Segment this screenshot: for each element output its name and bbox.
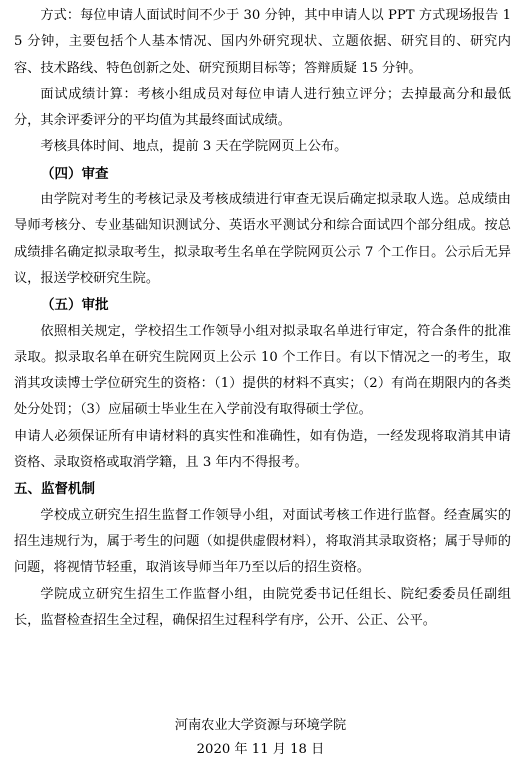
section-heading-approval: （五）审批: [41, 297, 109, 314]
schedule-paragraph: 考核具体时间、地点，提前 3 天在学院网页上公布。: [40, 139, 348, 155]
supervision-paragraph-1: 学校成立研究生招生监督工作领导小组，对面试考核工作进行监督。经查属实的招生违规行为，属于考生的问题（如提供虚假材料），将取消其录取资格；属于导师的问题，将视情节轻重，取消该导师当年乃至以后的招生资格。: [14, 507, 511, 576]
supervision-paragraph-2: 学院成立研究生招生工作监督小组，由院党委书记任组长、院纪委委员任副组长，监督检查招生全过程，确保招生过程科学有序，公开、公正、公平。: [14, 586, 511, 628]
review-paragraph: 由学院对考生的考核记录及考核成绩进行审查无误后确定拟录取人选。总成绩由导师考核分、专业基础知识测试分、英语水平测试分和综合面试四个部分组成。按总成绩排名确定拟录取考生，拟录取考生名单在学院网页公示 7 个工作日。公示后无异议，报送学校研究生院。: [14, 192, 511, 286]
approval-paragraph: 依照相关规定，学校招生工作领导小组对拟录取名单进行审定，符合条件的批准录取。拟录取名单在研究生院网页上公示 10 个工作日。有以下情况之一的考生，取消其攻读博士学位研究生的资格：（1）提供的材料不真实；（2）有尚在期限内的各类处分处罚；（3）应届硕士毕业生在入学前没有取得硕士学位。: [14, 323, 511, 418]
section-heading-supervision: 五、监督机制: [14, 481, 95, 498]
interview-score-paragraph: 面试成绩计算：考核小组成员对每位申请人进行独立评分；去掉最高分和最低分，其余评委评分的平均值为其最终面试成绩。: [14, 86, 511, 129]
authenticity-paragraph: 申请人必须保证所有申请材料的真实性和准确性，如有伪造，一经发现将取消其申请资格、录取资格或取消学籍，且 3 年内不得报考。: [14, 428, 511, 471]
section-heading-review: （四）审查: [41, 165, 109, 182]
issue-date: 2020 年 11 月 18 日: [196, 742, 325, 757]
issuing-organization: 河南农业大学资源与环境学院: [174, 718, 347, 733]
interview-format-paragraph: 方式：每位申请人面试时间不少于 30 分钟，其中申请人以 PPT 方式现场报告 15 分钟，主要包括个人基本情况、国内外研究现状、立题依据、研究目的、研究内容、技术路线、特色创新之处、研究预期目标等；答辩质疑 15 分钟。: [14, 8, 511, 76]
